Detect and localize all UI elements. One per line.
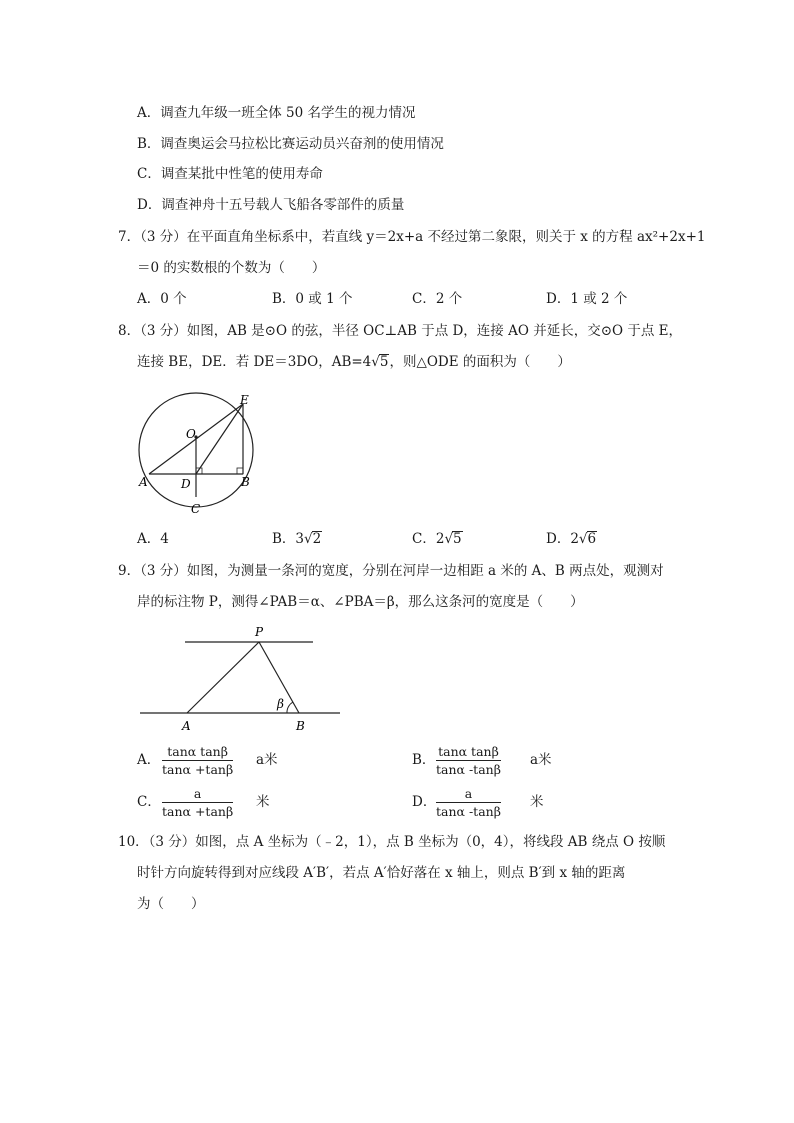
numerator: a	[193, 786, 202, 801]
label-d: D	[181, 477, 191, 491]
q8-option-d-coef: 2	[570, 531, 579, 547]
q8-stem-line2-a: 连接 BE，DE．若 DE＝3DO，AB=4	[137, 354, 372, 370]
q9-option-b-fraction	[436, 744, 501, 777]
q10-stem-line2: 时针方向旋转得到对应线段 A′B′，若点 A′恰好落在 x 轴上，则点 B′到 x 轴的距离	[137, 865, 626, 881]
q8-option-d-root: 6	[587, 531, 597, 547]
q8-option-a-text: A．4	[137, 531, 169, 547]
label-beta: β	[277, 697, 284, 711]
q7-option-c: C．2 个	[412, 291, 463, 307]
label-p: P	[255, 625, 264, 639]
q9-stem-line1: 9．（3 分）如图，为测量一条河的宽度，分别在河岸一边相距 a 米的 A、B 两点处，观测对	[118, 563, 664, 579]
q6-option-a: A．调查九年级一班全体 50 名学生的视力情况	[137, 105, 416, 121]
q7-stem-line2: ＝0 的实数根的个数为（ ）	[137, 260, 326, 276]
sqrt-radical: √	[304, 531, 313, 547]
q6-option-c: C．调查某批中性笔的使用寿命	[137, 166, 323, 182]
q9-option-d-suffix: 米	[530, 794, 544, 810]
q8-option-b	[272, 530, 322, 548]
q8-option-c-prefix: C．	[412, 531, 436, 547]
q9-option-c-fraction	[162, 786, 233, 819]
q9-river-figure	[135, 620, 350, 738]
q9-option-d-letter: D．	[412, 794, 437, 810]
numerator: a	[464, 786, 473, 801]
fraction-bar	[436, 760, 501, 761]
denominator: tanα +tanβ	[162, 804, 234, 819]
q9-option-c-letter: C．	[137, 794, 161, 810]
q9-option-a-letter: A．	[137, 752, 161, 768]
q8-root-5: 5	[379, 354, 389, 370]
denominator: tanα -tanβ	[436, 762, 501, 777]
q10-stem-line1: 10．（3 分）如图，点 A 坐标为（﹣2，1），点 B 坐标为（0，4），将线段 AB 绕点 O 按顺	[118, 834, 666, 850]
label-c: C	[191, 502, 201, 516]
q6-option-b: B．调查奥运会马拉松比赛运动员兴奋剂的使用情况	[137, 136, 444, 152]
q8-option-b-root: 2	[312, 531, 322, 547]
denominator: tanα -tanβ	[436, 804, 501, 819]
q8-option-d-prefix: D．	[546, 531, 571, 547]
q7-option-a: A．0 个	[137, 291, 187, 307]
q8-option-c-coef: 2	[435, 531, 445, 547]
q9-option-a-fraction	[162, 744, 233, 777]
sqrt-radical: √	[578, 531, 588, 547]
q8-circle-figure	[130, 390, 270, 520]
q8-stem-line2	[137, 353, 571, 371]
right-angle-mark-b	[237, 468, 243, 474]
q8-option-d	[546, 530, 597, 548]
label-a: A	[182, 719, 191, 733]
q9-option-b-suffix: a米	[530, 752, 552, 768]
q9-option-c-suffix: 米	[256, 794, 270, 810]
q9-option-d-fraction	[436, 786, 501, 819]
q9-option-a-suffix: a米	[256, 752, 278, 768]
denominator: tanα +tanβ	[162, 762, 234, 777]
q9-option-b-letter: B．	[412, 752, 436, 768]
fraction-bar	[436, 802, 501, 803]
angle-arc-beta	[287, 702, 293, 713]
line-pa	[187, 642, 259, 713]
fraction-bar	[162, 760, 233, 761]
q10-stem-line3: 为（ ）	[137, 896, 205, 912]
q7-option-d: D．1 或 2 个	[546, 291, 628, 307]
label-b: B	[296, 719, 305, 733]
label-a: A	[139, 475, 148, 489]
q8-option-b-prefix: B．	[272, 531, 296, 547]
q8-option-c-root: 5	[453, 531, 462, 547]
q7-option-b: B．0 或 1 个	[272, 291, 353, 307]
numerator: tanα tanβ	[438, 744, 499, 759]
q7-stem-line1: 7．（3 分）在平面直角坐标系中，若直线 y＝2x+a 不经过第二象限，则关于 x 的方程 ax²+2x+1	[118, 229, 706, 245]
q8-stem-line2-b: ，则△ODE 的面积为（ ）	[389, 354, 571, 370]
label-b: B	[241, 475, 250, 489]
q8-option-c	[412, 530, 463, 548]
q8-option-a	[137, 530, 169, 548]
sqrt-radical: √	[371, 354, 380, 370]
label-o: O	[186, 427, 196, 441]
line-de	[196, 404, 243, 474]
fraction-bar	[162, 802, 233, 803]
sqrt-radical: √	[444, 531, 454, 547]
q8-option-b-coef: 3	[295, 531, 305, 547]
q8-stem-line1: 8．（3 分）如图，AB 是⊙O 的弦，半径 OC⊥AB 于点 D，连接 AO 并延长，交⊙O 于点 E，	[118, 323, 683, 339]
q9-stem-line2: 岸的标注物 P，测得∠PAB＝α、∠PBA＝β，那么这条河的宽度是（ ）	[137, 594, 584, 610]
numerator: tanα tanβ	[167, 744, 228, 759]
q6-option-d: D．调查神舟十五号载人飞船各零部件的质量	[137, 197, 405, 213]
label-e: E	[240, 393, 249, 407]
